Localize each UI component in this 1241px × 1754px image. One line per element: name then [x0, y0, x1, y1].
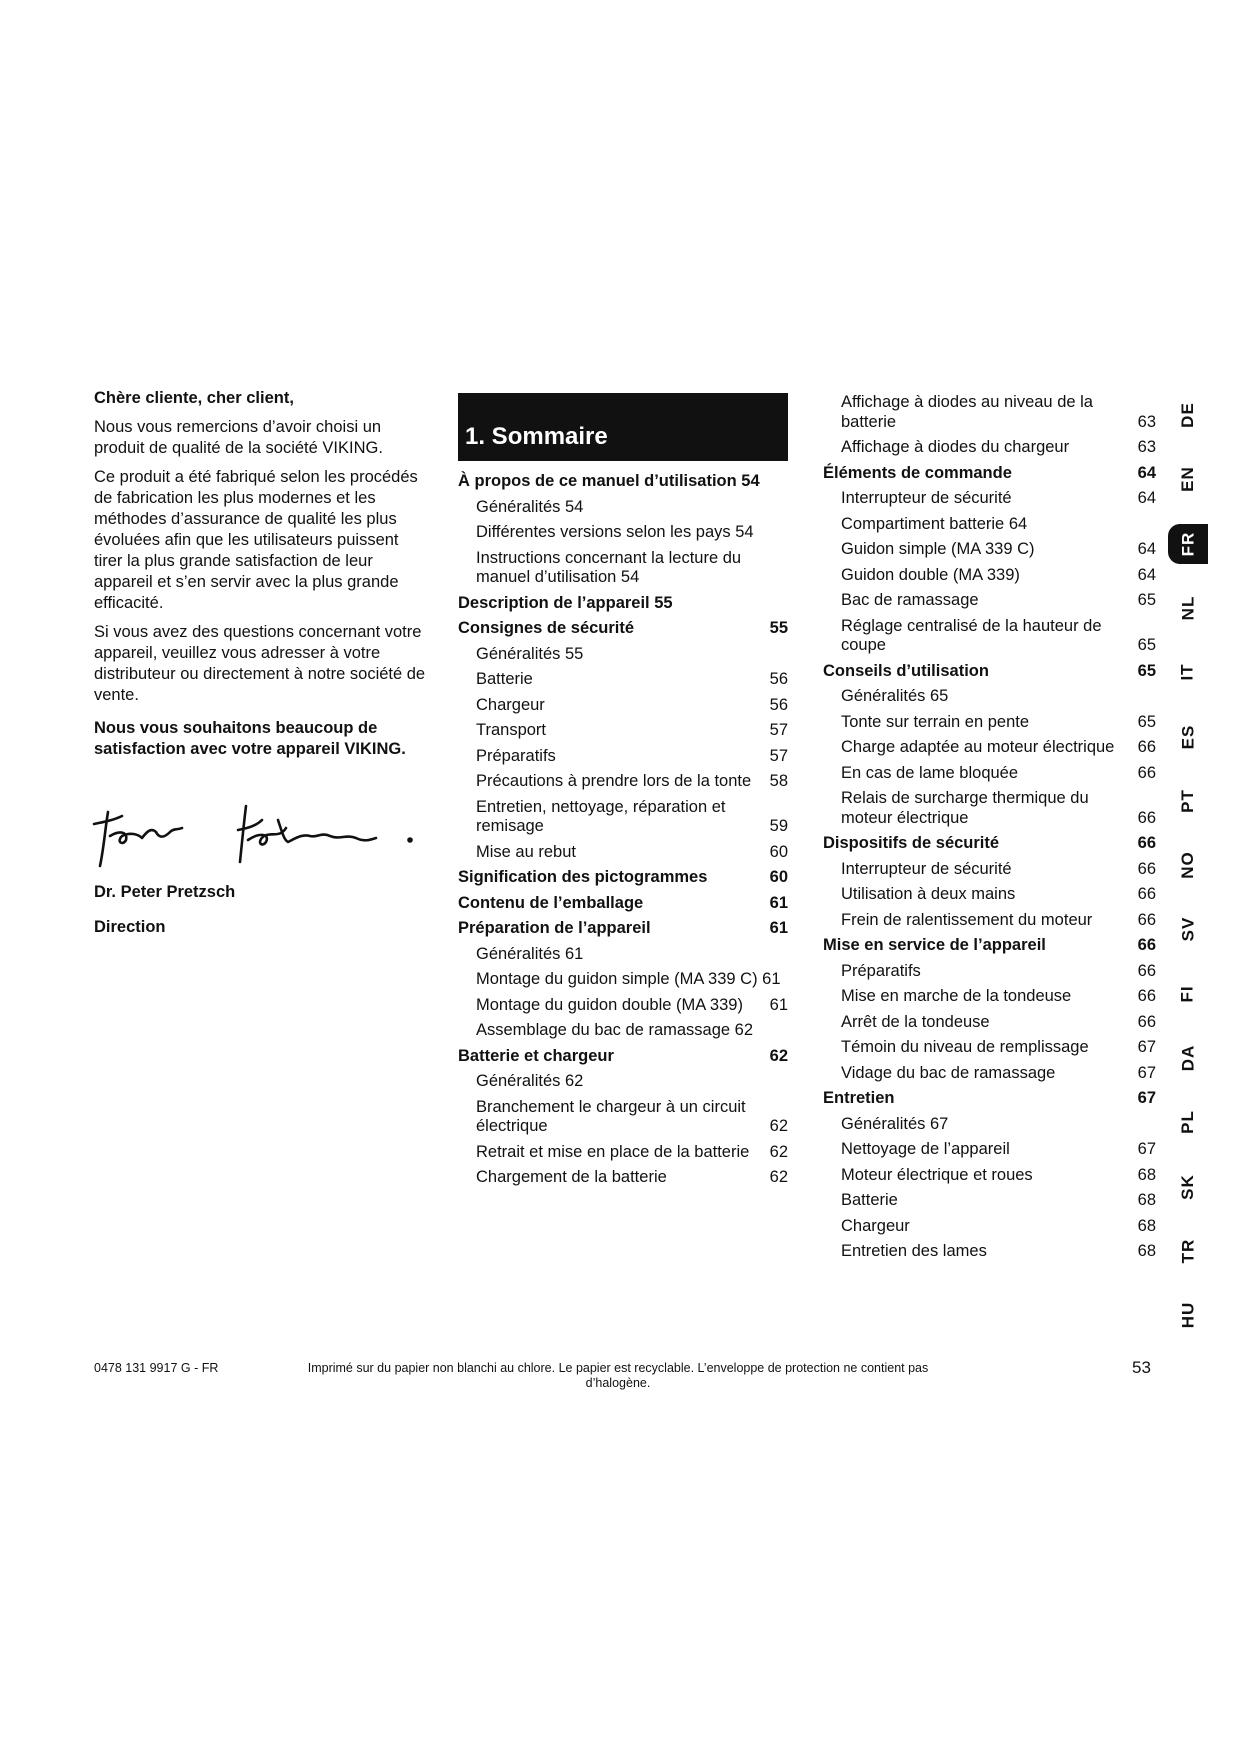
- toc-entry-page: 61: [769, 919, 788, 937]
- toc-entry-title: Interrupteur de sécurité: [841, 859, 1012, 878]
- toc-entry-page: 65: [1137, 712, 1156, 731]
- toc-entry-title: À propos de ce manuel d’utilisation 54: [458, 472, 760, 490]
- toc-entry: [823, 1217, 1156, 1237]
- toc-entry: [458, 1072, 788, 1092]
- language-tab-label: TR: [1177, 1238, 1197, 1264]
- toc-entry-page: 63: [1137, 438, 1156, 456]
- toc-entry-page: 57: [769, 746, 788, 765]
- toc-entry-title: Montage du guidon double (MA 339): [476, 995, 743, 1014]
- language-tab-label: SV: [1178, 917, 1197, 942]
- toc-entry-title: Relais de surcharge thermique du moteur électrique: [841, 789, 1089, 827]
- toc-entry-title: Généralités 61: [476, 944, 584, 963]
- toc-entry-page: 68: [1137, 1191, 1156, 1209]
- language-tab-de[interactable]: [1168, 395, 1208, 435]
- toc-entry: [823, 1140, 1156, 1160]
- toc-entry-title: Éléments de commande: [823, 463, 1012, 482]
- toc-entry-title: Entretien: [823, 1089, 895, 1107]
- toc-entry-page: 61: [769, 995, 788, 1014]
- toc-entry-title: Différentes versions selon les pays 54: [476, 523, 754, 541]
- toc-entry: [823, 438, 1156, 458]
- toc-entry-title: Préparatifs: [476, 746, 556, 765]
- toc-entry-page: 67: [1137, 1089, 1156, 1107]
- toc-entry-title: Mise au rebut: [476, 842, 576, 861]
- toc-title-box: [458, 393, 788, 461]
- welcome-letter: [94, 388, 426, 946]
- toc-entry-title: Retrait et mise en place de la batterie: [476, 1142, 750, 1161]
- toc-entry: [458, 996, 788, 1016]
- toc-entry-title: Généralités 54: [476, 497, 584, 516]
- letter-closing: Nous vous souhaitons beaucoup de satisfaction avec votre appareil VIKING.: [94, 719, 406, 758]
- language-tab-label: FI: [1177, 985, 1197, 1003]
- toc-entry: [823, 1013, 1156, 1033]
- toc-entry-title: Batterie et chargeur: [458, 1046, 614, 1065]
- toc-entry: [823, 764, 1156, 784]
- toc-entry-page: 68: [1137, 1216, 1156, 1235]
- toc-entry-title: Entretien des lames: [841, 1242, 987, 1260]
- toc-entry-title: Guidon double (MA 339): [841, 565, 1020, 584]
- toc-entry-page: 62: [769, 1142, 788, 1161]
- toc-entry-title: Dispositifs de sécurité: [823, 834, 1000, 852]
- toc-entry: [823, 738, 1156, 758]
- toc-entry-title: Préparatifs: [841, 961, 921, 980]
- toc-entry-page: 58: [769, 772, 788, 790]
- toc-entry: [823, 834, 1156, 854]
- toc-entry: [458, 696, 788, 716]
- toc-entry: [458, 945, 788, 965]
- letter-paragraph: Ce produit a été fabriqué selon les procédés de fabrication les plus modernes et les méthodes d’assurance de qualité les plus évoluées afin que les utilisateurs puissent tirer la plus grande satisfaction de leur appareil et s’en servir avec la plus grande efficacité.: [94, 468, 418, 612]
- language-tab-label: PL: [1177, 1110, 1197, 1135]
- language-tab-es[interactable]: [1168, 717, 1208, 757]
- toc-entry: [823, 1038, 1156, 1058]
- toc-entry-page: 66: [1137, 1012, 1156, 1031]
- toc-entry: [823, 1242, 1156, 1262]
- toc-entry: [458, 619, 788, 639]
- letter-greeting: Chère cliente, cher client,: [94, 389, 294, 407]
- toc-entry-page: 63: [1137, 412, 1156, 431]
- page-number: 53: [1132, 1358, 1151, 1377]
- toc-title: 1. Sommaire: [465, 423, 608, 450]
- toc-entry-title: Chargeur: [476, 695, 545, 714]
- toc-entry-page: 62: [769, 1117, 788, 1135]
- toc-entry: [823, 617, 1156, 656]
- language-tab-label: IT: [1177, 663, 1197, 681]
- toc-entry-title: En cas de lame bloquée: [841, 763, 1019, 782]
- toc-entry-title: Batterie: [841, 1191, 898, 1209]
- toc-entry: [823, 1064, 1156, 1084]
- toc-entry: [823, 540, 1156, 560]
- language-tab-label: DA: [1178, 1044, 1197, 1072]
- toc-entry-title: Généralités 67: [841, 1114, 949, 1133]
- toc-column-1: [458, 472, 788, 1194]
- letter-paragraph: Si vous avez des questions concernant votre appareil, veuillez vous adresser à votre distributeur ou directement à notre société de vente.: [94, 623, 426, 704]
- toc-entry: [458, 721, 788, 741]
- toc-entry: [458, 670, 788, 690]
- language-tab-label: SK: [1178, 1173, 1197, 1200]
- toc-entry-page: 55: [769, 619, 788, 637]
- toc-entry-page: 66: [1137, 961, 1156, 980]
- toc-entry-page: 66: [1137, 885, 1156, 903]
- toc-entry: [458, 772, 788, 792]
- toc-entry-page: 65: [1137, 591, 1156, 609]
- toc-entry-page: 66: [1137, 738, 1156, 756]
- toc-entry: [823, 936, 1156, 956]
- language-tab-da[interactable]: [1168, 1038, 1208, 1078]
- toc-entry: [458, 472, 788, 492]
- toc-entry: [823, 987, 1156, 1007]
- toc-entry-page: 66: [1137, 910, 1156, 929]
- language-tab-label: NO: [1178, 851, 1197, 879]
- toc-entry-page: 65: [1137, 636, 1156, 654]
- language-tab-pl[interactable]: [1168, 1102, 1208, 1142]
- toc-entry: [823, 489, 1156, 509]
- language-tab-sk[interactable]: [1168, 1167, 1208, 1207]
- toc-entry-page: 64: [1137, 489, 1156, 507]
- toc-entry: [458, 747, 788, 767]
- toc-entry-page: 66: [1137, 763, 1156, 782]
- toc-entry: [823, 1115, 1156, 1135]
- toc-entry: [458, 1098, 788, 1137]
- toc-entry: [458, 1047, 788, 1067]
- toc-column-2: [823, 393, 1156, 1268]
- toc-entry-title: Contenu de l’emballage: [458, 893, 644, 912]
- toc-entry-title: Bac de ramassage: [841, 591, 979, 609]
- toc-entry-page: 66: [1137, 936, 1156, 954]
- toc-entry: [458, 594, 788, 614]
- toc-entry: [823, 885, 1156, 905]
- toc-entry-title: Batterie: [476, 670, 533, 688]
- toc-entry: [458, 843, 788, 863]
- toc-entry-title: Utilisation à deux mains: [841, 885, 1016, 903]
- toc-entry-title: Guidon simple (MA 339 C): [841, 540, 1035, 558]
- toc-entry: [458, 498, 788, 518]
- toc-entry: [458, 645, 788, 665]
- toc-entry-title: Compartiment batterie 64: [841, 514, 1028, 533]
- toc-entry: [458, 523, 788, 543]
- toc-entry-title: Branchement le chargeur à un circuit électrique: [476, 1097, 746, 1135]
- toc-entry-page: 66: [1137, 987, 1156, 1005]
- toc-entry: [823, 1191, 1156, 1211]
- toc-entry-title: Généralités 65: [841, 687, 949, 705]
- signer-name: Dr. Peter Pretzsch: [94, 883, 236, 901]
- toc-entry: [823, 713, 1156, 733]
- toc-entry: [458, 868, 788, 888]
- toc-entry-page: 62: [769, 1046, 788, 1065]
- toc-entry-page: 65: [1137, 661, 1156, 680]
- toc-entry-title: Témoin du niveau de remplissage: [841, 1038, 1089, 1056]
- language-tab-fi[interactable]: [1168, 974, 1208, 1014]
- toc-entry-title: Nettoyage de l’appareil: [841, 1140, 1010, 1158]
- footer-note: Imprimé sur du papier non blanchi au chlore. Le papier est recyclable. L’enveloppe de protection ne contient pas d’halogène.: [307, 1361, 929, 1390]
- toc-entry-title: Chargement de la batterie: [476, 1168, 667, 1186]
- language-tab-sv[interactable]: [1168, 909, 1208, 949]
- toc-entry-page: 56: [769, 670, 788, 688]
- toc-entry-title: Tonte sur terrain en pente: [841, 712, 1030, 731]
- toc-entry-title: Consignes de sécurité: [458, 619, 635, 637]
- toc-entry-page: 67: [1137, 1038, 1156, 1056]
- toc-entry-title: Entretien, nettoyage, réparation et remisage: [476, 797, 726, 835]
- language-tab-label: DE: [1178, 402, 1197, 428]
- toc-entry-page: 64: [1137, 463, 1156, 482]
- toc-entry-page: 60: [769, 842, 788, 861]
- toc-entry-page: 62: [769, 1168, 788, 1186]
- language-tab-label: HU: [1178, 1301, 1197, 1329]
- language-tab-pt[interactable]: [1168, 781, 1208, 821]
- toc-entry-page: 68: [1137, 1242, 1156, 1260]
- toc-entry: [823, 662, 1156, 682]
- toc-entry: [823, 464, 1156, 484]
- toc-entry-page: 67: [1137, 1140, 1156, 1158]
- toc-entry-page: 66: [1137, 808, 1156, 827]
- toc-entry-page: 59: [769, 817, 788, 835]
- toc-entry: [823, 591, 1156, 611]
- language-tab-hu[interactable]: [1168, 1295, 1208, 1335]
- language-tab-nl[interactable]: [1168, 588, 1208, 628]
- toc-entry: [458, 919, 788, 939]
- toc-entry-page: 57: [769, 721, 788, 739]
- toc-entry-title: Affichage à diodes du chargeur: [841, 438, 1070, 456]
- language-tab-no[interactable]: [1168, 845, 1208, 885]
- toc-entry: [823, 393, 1156, 432]
- toc-entry-title: Charge adaptée au moteur électrique: [841, 738, 1115, 756]
- toc-entry-page: 56: [769, 695, 788, 714]
- toc-entry-title: Conseils d’utilisation: [823, 661, 989, 680]
- toc-entry-title: Préparation de l’appareil: [458, 919, 651, 937]
- toc-entry-page: 68: [1137, 1165, 1156, 1184]
- toc-entry-title: Réglage centralisé de la hauteur de coupe: [841, 616, 1102, 654]
- toc-entry: [458, 549, 788, 588]
- toc-entry: [458, 1021, 788, 1041]
- language-tab-label: NL: [1177, 595, 1197, 621]
- toc-entry-title: Description de l’appareil 55: [458, 593, 673, 612]
- language-tab-it[interactable]: [1168, 652, 1208, 692]
- document-code: 0478 131 9917 G - FR: [94, 1361, 219, 1375]
- toc-entry: [823, 860, 1156, 880]
- toc-entry: [823, 515, 1156, 535]
- toc-entry-title: Assemblage du bac de ramassage 62: [476, 1021, 754, 1039]
- toc-entry-title: Montage du guidon simple (MA 339 C) 61: [476, 970, 781, 988]
- toc-entry: [823, 687, 1156, 707]
- toc-entry-title: Interrupteur de sécurité: [841, 489, 1012, 507]
- toc-entry-page: 64: [1137, 540, 1156, 558]
- toc-entry-page: 66: [1137, 834, 1156, 852]
- toc-entry: [458, 1168, 788, 1188]
- toc-entry-title: Mise en marche de la tondeuse: [841, 987, 1072, 1005]
- language-tab-label: PT: [1177, 788, 1197, 813]
- letter-paragraph: Nous vous remercions d’avoir choisi un produit de qualité de la société VIKING.: [94, 418, 383, 457]
- language-tab-fr[interactable]: [1168, 524, 1208, 564]
- toc-entry-title: Moteur électrique et roues: [841, 1165, 1033, 1184]
- toc-entry-title: Frein de ralentissement du moteur: [841, 910, 1093, 929]
- toc-entry-page: 64: [1137, 565, 1156, 584]
- toc-entry: [823, 566, 1156, 586]
- toc-entry-title: Généralités 55: [476, 644, 584, 663]
- toc-entry-title: Précautions à prendre lors de la tonte: [476, 772, 752, 790]
- signature-image: [90, 792, 420, 872]
- toc-entry: [823, 911, 1156, 931]
- language-tab-label: EN: [1178, 466, 1197, 493]
- toc-entry-page: 66: [1137, 859, 1156, 878]
- toc-entry-page: 67: [1137, 1063, 1156, 1082]
- toc-entry: [458, 798, 788, 837]
- toc-entry: [823, 1166, 1156, 1186]
- signer-role: Direction: [94, 918, 166, 936]
- toc-entry-page: 60: [769, 868, 788, 886]
- toc-entry: [823, 1089, 1156, 1109]
- language-tab-en[interactable]: [1168, 459, 1208, 499]
- toc-entry-title: Vidage du bac de ramassage: [841, 1063, 1056, 1082]
- language-tab-label: ES: [1178, 724, 1197, 749]
- toc-entry-title: Transport: [476, 721, 546, 739]
- language-tab-label: FR: [1177, 531, 1197, 556]
- toc-entry-title: Instructions concernant la lecture du manuel d’utilisation 54: [476, 548, 742, 586]
- toc-entry: [823, 789, 1156, 828]
- toc-entry: [458, 970, 788, 990]
- toc-entry-title: Affichage à diodes au niveau de la batterie: [841, 393, 1093, 431]
- toc-entry-page: 61: [769, 893, 788, 912]
- toc-entry-title: Mise en service de l’appareil: [823, 936, 1046, 954]
- toc-entry-title: Signification des pictogrammes: [458, 868, 708, 886]
- toc-entry: [458, 894, 788, 914]
- toc-entry-title: Généralités 62: [476, 1072, 584, 1090]
- toc-entry-title: Chargeur: [841, 1216, 910, 1235]
- toc-entry: [458, 1143, 788, 1163]
- language-tab-tr[interactable]: [1168, 1231, 1208, 1271]
- toc-entry-title: Arrêt de la tondeuse: [841, 1012, 990, 1031]
- toc-entry: [823, 962, 1156, 982]
